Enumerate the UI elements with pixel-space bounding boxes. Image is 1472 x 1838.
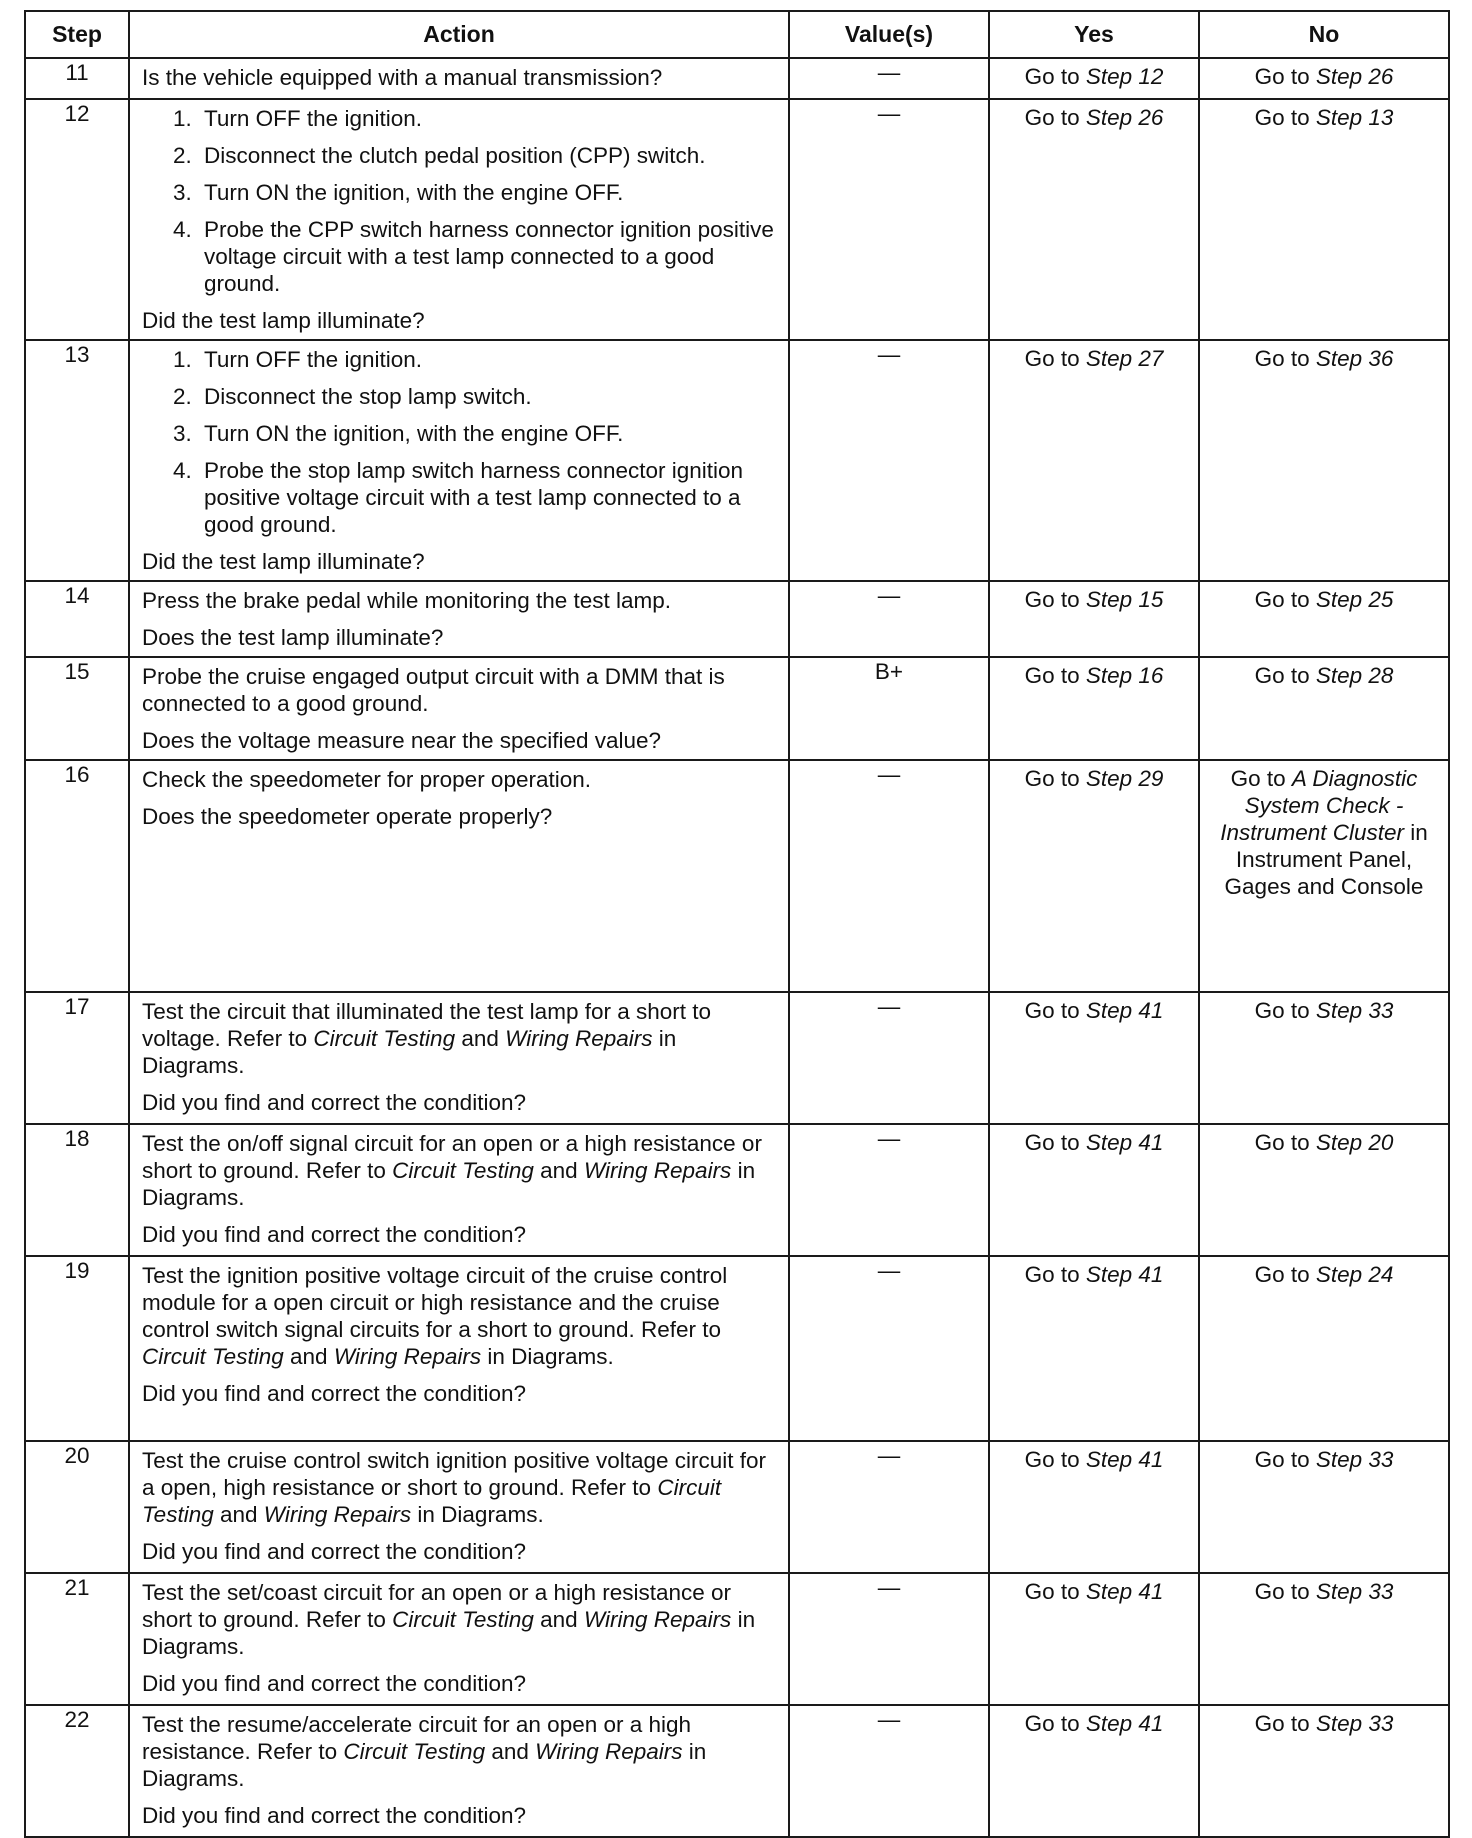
action-cell [129,992,789,1124]
yes-step-link: Step 16 [1085,663,1164,688]
step-number: 20 [25,1441,129,1573]
action-steps [142,105,778,297]
action-step: 2. Disconnect the clutch pedal position (CPP) switch. [198,142,778,169]
action-cell [129,1705,789,1837]
step-number: 15 [25,657,129,760]
no-cell: Go to Step 20 [1199,1124,1449,1256]
action-step: 3. Turn ON the ignition, with the engine OFF. [198,179,778,206]
action-instruction: Probe the cruise engaged output circuit with a DMM that is connected to a good ground. [142,664,725,716]
action-step: 4. Probe the CPP switch harness connector ignition positive voltage circuit with a test lamp connected to a good ground. [198,216,778,297]
step-number: 22 [25,1705,129,1837]
no-cell: Go to Step 33 [1199,1441,1449,1573]
step-number: 11 [25,58,129,99]
wiring-repairs-ref: Wiring Repairs [583,1158,732,1183]
table-row [25,760,1449,992]
step-number: 17 [25,992,129,1124]
yes-cell: Go to Step 27 [989,340,1199,581]
action-cell [129,581,789,657]
action-question: Did you find and correct the condition? [142,1381,526,1406]
wiring-repairs-ref: Wiring Repairs [263,1502,412,1527]
action-question: Does the test lamp illuminate? [142,625,444,650]
table-header-row [25,11,1449,58]
no-cell: Go to A Diagnostic System Check - Instrument Cluster in Instrument Panel, Gages and Console [1199,760,1449,992]
no-cell: Go to Step 25 [1199,581,1449,657]
wiring-repairs-ref: Wiring Repairs [333,1344,482,1369]
no-step-link: Step 28 [1315,663,1394,688]
no-step-link: Step 36 [1315,346,1394,371]
action-cell [129,760,789,992]
value-cell: — [789,1256,989,1441]
circuit-testing-ref: Circuit Testing [343,1739,486,1764]
yes-cell: Go to Step 12 [989,58,1199,99]
no-reference-link: A Diagnostic System Check - Instrument Cluster [1220,766,1418,845]
action-cell [129,340,789,581]
circuit-testing-ref: Circuit Testing [142,1344,284,1369]
value-cell: — [789,581,989,657]
step-number: 18 [25,1124,129,1256]
table-row [25,1124,1449,1256]
no-step-link: Step 13 [1315,105,1394,130]
yes-cell: Go to Step 41 [989,1441,1199,1573]
table-row [25,657,1449,760]
yes-step-link: Step 41 [1085,1579,1164,1604]
header-no: No [1199,11,1449,58]
wiring-repairs-ref: Wiring Repairs [505,1026,653,1051]
value-cell: — [789,99,989,340]
step-number: 16 [25,760,129,992]
table-row [25,1573,1449,1705]
no-cell: Go to Step 36 [1199,340,1449,581]
no-cell: Go to Step 24 [1199,1256,1449,1441]
table-row [25,58,1449,99]
no-step-link: Step 33 [1315,1579,1394,1604]
value-cell: — [789,58,989,99]
action-question: Did you find and correct the condition? [142,1222,526,1247]
action-instruction: Test the resume/accelerate circuit for an open or a high resistance. Refer to Circuit Testing and Wiring Repairs in Diagrams. [142,1712,707,1791]
yes-step-link: Step 27 [1085,346,1164,371]
action-cell [129,1124,789,1256]
value-cell: — [789,1124,989,1256]
action-instruction: Press the brake pedal while monitoring the test lamp. [142,588,672,613]
step-number: 14 [25,581,129,657]
no-step-link: Step 24 [1315,1262,1394,1287]
value-cell: — [789,992,989,1124]
header-values: Value(s) [789,11,989,58]
action-cell [129,58,789,99]
action-cell [129,1256,789,1441]
no-step-link: Step 33 [1315,998,1394,1023]
no-cell: Go to Step 33 [1199,1573,1449,1705]
no-reference-section: Instrument Panel, Gages and Console [1224,847,1424,899]
no-step-link: Step 20 [1315,1130,1394,1155]
yes-cell: Go to Step 26 [989,99,1199,340]
table-row [25,581,1449,657]
action-instruction: Test the cruise control switch ignition positive voltage circuit for a open, high resistance or short to ground. Refer to Circuit Testing and Wiring Repairs in Diagrams. [142,1448,767,1527]
table-row [25,992,1449,1124]
yes-step-link: Step 41 [1085,998,1164,1023]
yes-cell: Go to Step 41 [989,992,1199,1124]
yes-cell: Go to Step 41 [989,1705,1199,1837]
step-number: 21 [25,1573,129,1705]
action-instruction: Test the circuit that illuminated the test lamp for a short to voltage. Refer to Circuit Testing and Wiring Repairs in Diagrams. [142,999,712,1078]
circuit-testing-ref: Circuit Testing [313,1026,456,1051]
yes-step-link: Step 29 [1085,766,1164,791]
circuit-testing-ref: Circuit Testing [142,1475,722,1527]
value-cell: B+ [789,657,989,760]
circuit-testing-ref: Circuit Testing [392,1607,534,1632]
table-row [25,340,1449,581]
header-yes: Yes [989,11,1199,58]
step-number: 13 [25,340,129,581]
yes-step-link: Step 41 [1085,1130,1164,1155]
wiring-repairs-ref: Wiring Repairs [583,1607,732,1632]
value-cell: — [789,1705,989,1837]
table-row [25,1256,1449,1441]
yes-step-link: Step 41 [1085,1447,1164,1472]
no-step-link: Step 25 [1315,587,1394,612]
yes-step-link: Step 26 [1085,105,1164,130]
action-cell [129,1441,789,1573]
action-cell [129,99,789,340]
no-cell: Go to Step 33 [1199,992,1449,1124]
action-question: Did you find and correct the condition? [142,1090,526,1115]
action-question: Is the vehicle equipped with a manual transmission? [142,65,663,90]
action-step: 1. Turn OFF the ignition. [198,105,778,132]
yes-cell: Go to Step 29 [989,760,1199,992]
value-cell: — [789,1573,989,1705]
table-row [25,1705,1449,1837]
no-cell: Go to Step 26 [1199,58,1449,99]
yes-cell: Go to Step 41 [989,1573,1199,1705]
wiring-repairs-ref: Wiring Repairs [535,1739,683,1764]
action-step: 4. Probe the stop lamp switch harness connector ignition positive voltage circuit with a test lamp connected to a good ground. [198,457,778,538]
action-step: 1. Turn OFF the ignition. [198,346,778,373]
action-instruction: Check the speedometer for proper operation. [142,767,592,792]
diagnostic-page [24,10,1448,1838]
header-step: Step [25,11,129,58]
no-step-link: Step 33 [1315,1447,1394,1472]
action-cell [129,657,789,760]
action-question: Did you find and correct the condition? [142,1539,526,1564]
step-number: 19 [25,1256,129,1441]
action-step: 2. Disconnect the stop lamp switch. [198,383,778,410]
action-step: 3. Turn ON the ignition, with the engine OFF. [198,420,778,447]
yes-step-link: Step 15 [1085,587,1164,612]
action-instruction: Test the on/off signal circuit for an open or a high resistance or short to ground. Refer to Circuit Testing and Wiring Repairs in Diagrams. [142,1131,762,1210]
action-question: Did you find and correct the condition? [142,1671,526,1696]
action-instruction: Test the set/coast circuit for an open or a high resistance or short to ground. Refer to Circuit Testing and Wiring Repairs in Diagrams. [142,1580,756,1659]
diagnostic-table [24,10,1450,1838]
action-cell [129,1573,789,1705]
value-cell: — [789,1441,989,1573]
step-number: 12 [25,99,129,340]
no-cell: Go to Step 13 [1199,99,1449,340]
action-question: Does the voltage measure near the specified value? [142,728,662,753]
yes-step-link: Step 41 [1085,1711,1164,1736]
value-cell: — [789,340,989,581]
header-action: Action [129,11,789,58]
table-row [25,1441,1449,1573]
action-question: Does the speedometer operate properly? [142,804,553,829]
action-question: Did the test lamp illuminate? [142,549,425,574]
action-question: Did the test lamp illuminate? [142,308,425,333]
action-instruction: Test the ignition positive voltage circuit of the cruise control module for a open circuit or high resistance and the cruise control switch signal circuits for a short to ground. Refer to Circuit Testing and Wiring Repairs in Diagrams. [142,1263,728,1369]
yes-cell: Go to Step 15 [989,581,1199,657]
no-cell: Go to Step 33 [1199,1705,1449,1837]
no-step-link: Step 33 [1315,1711,1394,1736]
no-step-link: Step 26 [1315,64,1394,89]
action-question: Did you find and correct the condition? [142,1803,526,1828]
value-cell: — [789,760,989,992]
circuit-testing-ref: Circuit Testing [392,1158,534,1183]
yes-cell: Go to Step 41 [989,1124,1199,1256]
yes-step-link: Step 12 [1085,64,1164,89]
no-cell: Go to Step 28 [1199,657,1449,760]
table-row [25,99,1449,340]
yes-cell: Go to Step 41 [989,1256,1199,1441]
yes-cell: Go to Step 16 [989,657,1199,760]
action-steps [142,346,778,538]
yes-step-link: Step 41 [1085,1262,1164,1287]
